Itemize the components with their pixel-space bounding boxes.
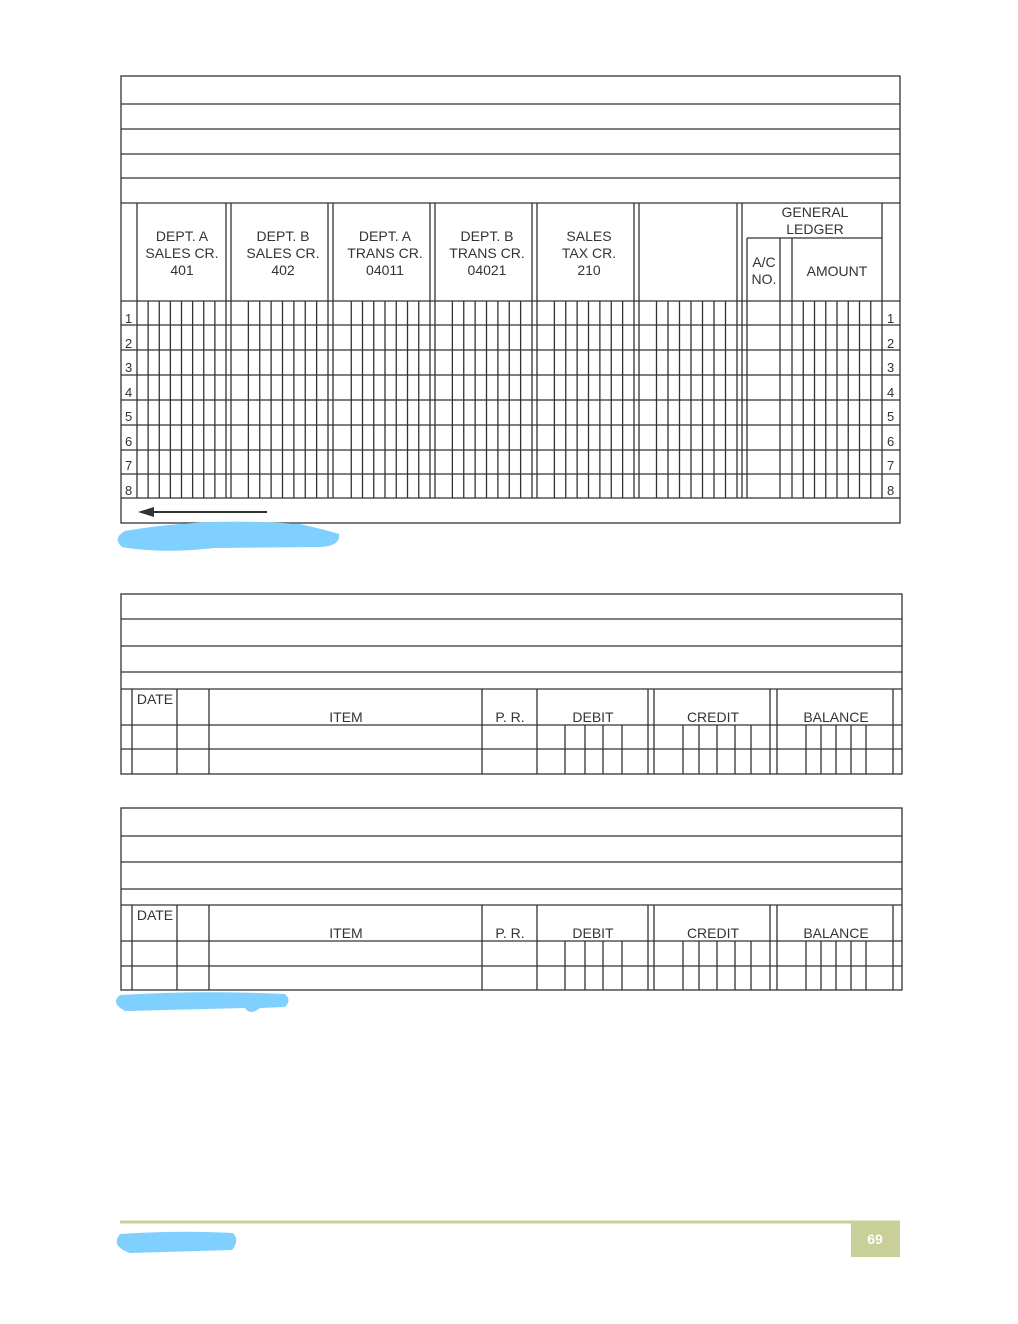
debit-header: DEBIT [572, 709, 614, 725]
date-header: DATE [136, 691, 174, 707]
gl-title-line1: GENERAL [781, 204, 849, 220]
item-header: ITEM [329, 709, 363, 725]
credit-header: CREDIT [686, 709, 740, 725]
pr-header: P. R. [495, 925, 525, 941]
ledger-border [121, 594, 902, 774]
col1-line1: DEPT. A [155, 228, 209, 244]
sales-journal [121, 76, 900, 523]
col5-line3: 210 [577, 262, 601, 278]
credit-header: CREDIT [686, 925, 740, 941]
ledger-grid [132, 689, 893, 774]
col5-line1: SALES [566, 228, 612, 244]
line-number-right: 7 [887, 458, 895, 473]
col4-line1: DEPT. B [460, 228, 514, 244]
ledger-account-1 [121, 594, 902, 774]
line-number-right: 1 [887, 311, 895, 326]
line-number-right: 3 [887, 360, 895, 375]
line-number-right: 2 [887, 336, 895, 351]
line-number-left: 5 [125, 409, 133, 424]
col5-line2: TAX CR. [561, 245, 617, 261]
line-number-left: 8 [125, 483, 133, 498]
ledger-2-headers [137, 907, 869, 941]
journal-column-headers [145, 204, 867, 287]
redaction-mark [116, 992, 289, 1012]
line-number-left: 1 [125, 311, 133, 326]
gl-amount: AMOUNT [806, 263, 868, 279]
balance-header: BALANCE [803, 925, 869, 941]
ledger-border [121, 808, 902, 990]
line-number-left: 6 [125, 434, 133, 449]
redaction-mark [117, 1232, 237, 1253]
line-number-right: 6 [887, 434, 895, 449]
page-footer [120, 1222, 900, 1257]
balance-header: BALANCE [803, 709, 869, 725]
ledger-account-2 [121, 808, 902, 990]
page-number: 69 [867, 1231, 883, 1247]
col2-line2: SALES CR. [246, 245, 320, 261]
col3-line3: 04011 [366, 262, 404, 278]
col3-line1: DEPT. A [358, 228, 412, 244]
line-number-left: 7 [125, 458, 133, 473]
journal-border [121, 76, 900, 523]
ledger-1-headers [137, 691, 869, 725]
gl-ac-line1: A/C [752, 254, 776, 270]
line-number-left: 2 [125, 336, 133, 351]
col1-line3: 401 [170, 262, 194, 278]
redaction-mark [118, 522, 340, 551]
line-number-left: 3 [125, 360, 133, 375]
line-number-left: 4 [125, 385, 133, 400]
col4-line2: TRANS CR. [449, 245, 525, 261]
col1-line2: SALES CR. [145, 245, 219, 261]
col3-line2: TRANS CR. [347, 245, 423, 261]
line-number-right: 8 [887, 483, 895, 498]
col4-line3: 04021 [467, 262, 507, 278]
col2-line3: 402 [271, 262, 295, 278]
col2-line1: DEPT. B [256, 228, 310, 244]
gl-title-line2: LEDGER [786, 221, 844, 237]
line-number-right: 4 [887, 385, 895, 400]
date-header: DATE [136, 907, 174, 923]
left-arrow-icon [138, 507, 267, 517]
item-header: ITEM [329, 925, 363, 941]
ledger-grid [132, 905, 893, 990]
gl-ac-line2: NO. [751, 271, 777, 287]
debit-header: DEBIT [572, 925, 614, 941]
pr-header: P. R. [495, 709, 525, 725]
line-number-right: 5 [887, 409, 895, 424]
